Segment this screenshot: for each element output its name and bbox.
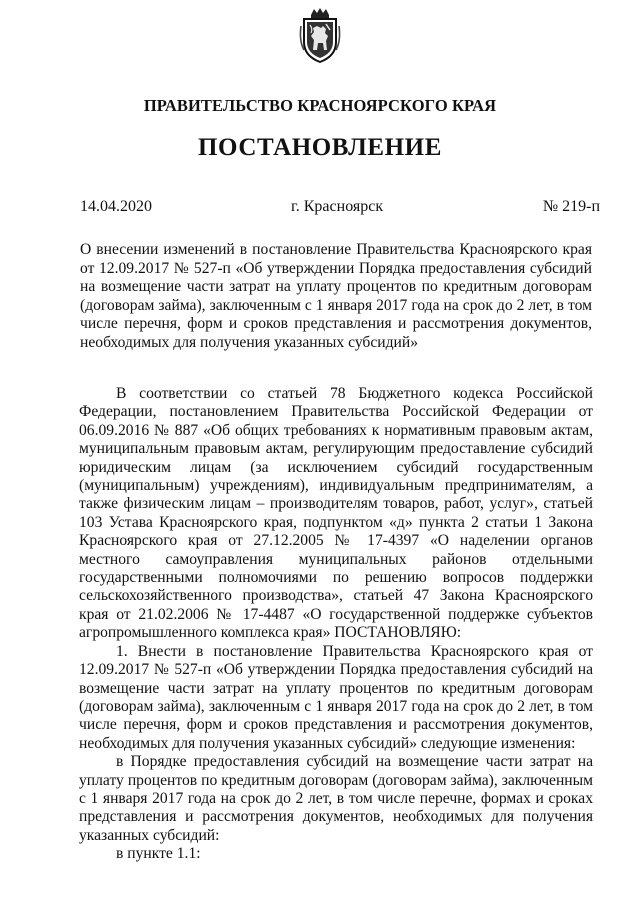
document-subject: О внесении изменений в постановление Правительства Красноярского края от 12.09.2017 № 527-п «Об утверждении Порядка предоставления субсидий на возмещение части затрат на уплату процентов по кредитным договорам (договорам займа), заключенным с 1 января 2017 года на срок до 2 лет, в том числе перечня, форм и сроков представления и рассмотрения документов, необходимых для получения указанных субсидий» [80,241,592,351]
government-title: ПРАВИТЕЛЬСТВО КРАСНОЯРСКОГО КРАЯ [143,96,497,115]
document-type-title: ПОСТАНОВЛЕНИЕ [197,134,443,161]
document-number: № 219-п [542,198,600,215]
document-body [79,385,593,864]
document-city: г. Красноярск [291,198,384,215]
point-1-1-paragraph: в пункте 1.1: [116,845,201,863]
preamble-paragraph: В соответствии со статьей 78 Бюджетного кодекса Российской Федерации, постановлением Правительства Российской Федерации от 06.09.2016 № 887 «Об общих требованиях к нормативным правовым актам, муниципальным правовым актам, регулирующим предоставление субсидий юридическим лицам (за исключением субсидий государственным (муниципальным) учреждениям), индивидуальным предпринимателям, а также физическим лицам – производителям товаров, работ, услуг», статьей 103 Устава Красноярского края, подпунктом «д» пункта 2 статьи 1 Закона Красноярского края от 27.12.2005 № 17-4397 «О наделении органов местного самоуправления муниципальных районов отдельными государственными полномочиями по решению вопросов поддержки сельскохозяйственного производства», статьей 47 Закона Красноярского края от 21.02.2006 № 17-4487 «О государственной поддержке субъектов агропромышленного комплекса края» ПОСТАНОВЛЯЮ: [79,385,593,642]
coat-of-arms-icon [298,6,342,64]
document-date: 14.04.2020 [80,198,152,215]
item-1-subparagraph: в Порядке предоставления субсидий на возмещение части затрат на уплату процентов по кредитным договорам (договорам займа), заключенным с 1 января 2017 года на срок до 2 лет, в том числе перечне, формах и сроках представления и рассмотрения документов, необходимых для получения указанных субсидий: [79,753,593,844]
item-1-paragraph: 1. Внести в постановление Правительства Красноярского края от 12.09.2017 № 527-п «Об утверждении Порядка предоставления субсидий на возмещение части затрат на уплату процентов по кредитным договорам (договорам займа), заключенным с 1 января 2017 года на срок до 2 лет, в том числе перечня, форм и сроков представления и рассмотрения документов, необходимых для получения указанных субсидий» следующие изменения: [79,642,593,752]
